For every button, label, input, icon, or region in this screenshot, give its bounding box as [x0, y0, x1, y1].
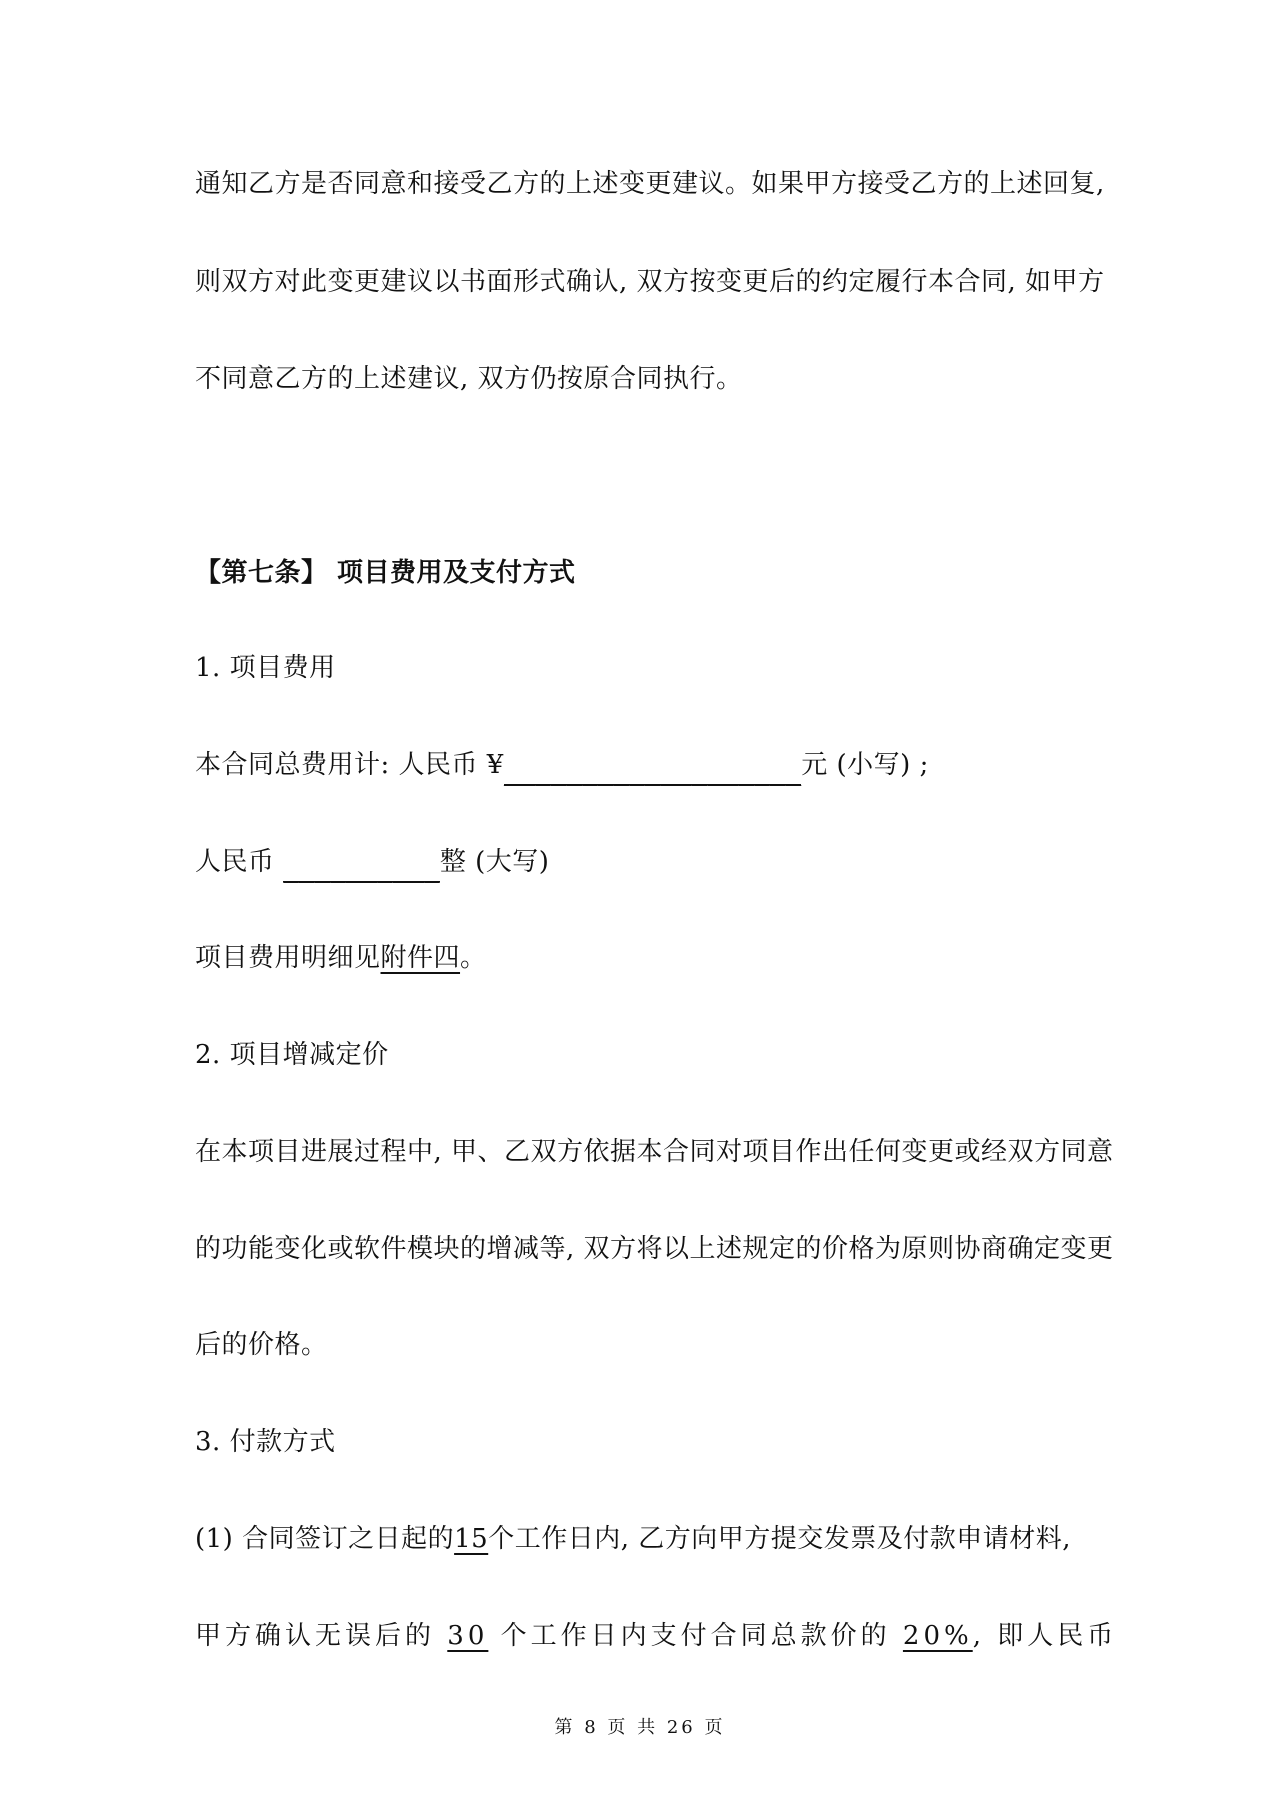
fee-detail-line — [195, 938, 1095, 978]
payment-item-text: 甲方确认无误后的 — [195, 1621, 436, 1651]
days-value: 30 — [447, 1621, 489, 1651]
payment-item-text: , 即人民币 — [972, 1621, 1118, 1651]
payment-item-line — [195, 1519, 1095, 1559]
appendix-reference: 附件四 — [380, 943, 461, 973]
upper-fee-prefix: 人民币 — [195, 847, 284, 877]
payment-item-text: 个工作日内, 乙方向甲方提交发票及付款申请材料, — [488, 1524, 1071, 1554]
section-title-pricing: 2. 项目增减定价 — [195, 1040, 389, 1070]
payment-item-text: (1) 合同签订之日起的 — [195, 1524, 455, 1554]
upper-fee-blank: __________ — [283, 849, 440, 882]
page-footer: 第 8 页 共 26 页 — [554, 1717, 726, 1738]
total-fee-upper-line — [195, 842, 1095, 882]
payment-item-text: 个工作日内支付合同总款价的 — [500, 1621, 891, 1651]
days-value: 15 — [454, 1524, 489, 1554]
paragraph-line: 后的价格。 — [195, 1330, 328, 1360]
total-fee-line — [195, 745, 1095, 785]
total-fee-blank: ___________________ — [504, 752, 801, 785]
percentage-value: 20% — [902, 1621, 973, 1651]
paragraph-line: 则双方对此变更建议以书面形式确认, 双方按变更后的约定履行本合同, 如甲方 — [195, 267, 1105, 297]
article-heading: 【第七条】 项目费用及支付方式 — [195, 558, 576, 588]
paragraph-line: 不同意乙方的上述建议, 双方仍按原合同执行。 — [195, 364, 743, 394]
fee-detail-prefix: 项目费用明细见 — [195, 943, 381, 973]
total-fee-prefix: 本合同总费用计: 人民币 ¥ — [195, 750, 504, 780]
paragraph-line: 在本项目进展过程中, 甲、乙双方依据本合同对项目作出任何变更或经双方同意 — [195, 1137, 1114, 1167]
paragraph-line: 的功能变化或软件模块的增减等, 双方将以上述规定的价格为原则协商确定变更 — [195, 1234, 1114, 1264]
fee-detail-suffix: 。 — [460, 943, 487, 973]
paragraph-line: 通知乙方是否同意和接受乙方的上述变更建议。如果甲方接受乙方的上述回复, — [195, 169, 1105, 199]
upper-fee-suffix: 整 (大写) — [439, 847, 550, 877]
section-title-fees: 1. 项目费用 — [195, 653, 336, 683]
section-title-payment: 3. 付款方式 — [195, 1427, 336, 1457]
total-fee-suffix: 元 (小写) ; — [801, 750, 929, 780]
payment-item-line — [195, 1616, 1118, 1656]
